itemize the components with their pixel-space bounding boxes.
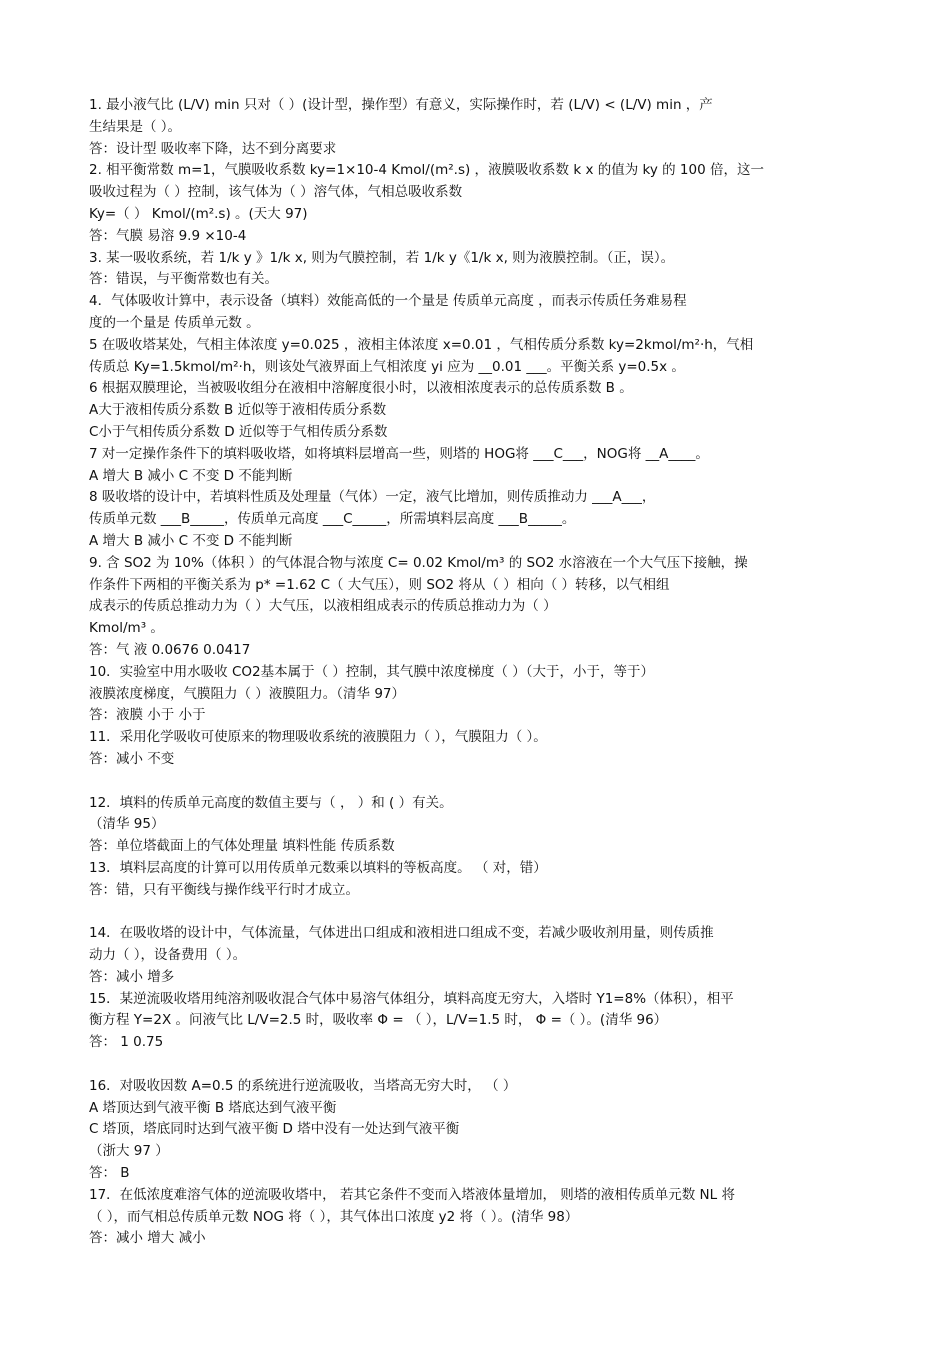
text-line: （ ），而气相总传质单元数 NOG 将（ ），其气体出口浓度 y2 将（ ）。(清华 98）: [89, 1208, 579, 1225]
text-line: A 塔顶达到气液平衡 B 塔底达到气液平衡: [89, 1099, 337, 1116]
text-line: 答：气膜 易溶 9.9 ×10-4: [89, 227, 247, 244]
text-line: 6 根据双膜理论，当被吸收组分在液相中溶解度很小时，以液相浓度表示的总传质系数 B 。: [89, 380, 633, 397]
text-line: 1. 最小液气比 (L/V) min 只对（ ）(设计型，操作型）有意义，实际操作时，若 (L/V) < (L/V) min ，产: [89, 97, 713, 113]
text-line: 8 吸收塔的设计中，若填料性质及处理量（气体）一定，液气比增加，则传质推动力 ___A___，: [89, 489, 656, 506]
text-line: A 增大 B 减小 C 不变 D 不能判断: [89, 467, 293, 484]
text-line: C 塔顶，塔底同时达到气液平衡 D 塔中没有一处达到气液平衡: [89, 1121, 460, 1138]
text-line: （清华 95）: [89, 816, 165, 833]
text-line: 5 在吸收塔某处，气相主体浓度 y=0.025 ，液相主体浓度 x=0.01 ，气相传质分系数 ky=2kmol/m²·h，气相: [89, 336, 754, 353]
text-line: A 增大 B 减小 C 不变 D 不能判断: [89, 532, 293, 549]
text-line: 答： 1 0.75: [89, 1034, 164, 1051]
text-line: A大于液相传质分系数 B 近似等于液相传质分系数: [89, 402, 387, 419]
text-line: 14．在吸收塔的设计中，气体流量，气体进出口组成和液相进口组成不变，若减少吸收剂用量，则传质推: [89, 925, 714, 942]
text-line: 15．某逆流吸收塔用纯溶剂吸收混合气体中易溶气体组分，填料高度无穷大，入塔时 Y1=8%（体积），相平: [89, 990, 734, 1007]
text-line: 动力（ ），设备费用（ ）。: [89, 947, 247, 964]
text-line: 答：错误，与平衡常数也有关。: [89, 271, 278, 288]
text-line: 11．采用化学吸收可使原来的物理吸收系统的液膜阻力（ ），气膜阻力（ ）。: [89, 729, 547, 746]
text-line: 答：气 液 0.0676 0.0417: [89, 641, 251, 658]
text-line: 答： B: [89, 1165, 130, 1182]
text-line: [89, 771, 864, 793]
text-line: 传质单元数 ___B_____，传质单元高度 ___C_____，所需填料层高度 ___B_____。: [89, 511, 576, 528]
text-line: 答：液膜 小于 小于: [89, 707, 206, 724]
text-line: 16．对吸收因数 A=0.5 的系统进行逆流吸收，当塔高无穷大时， （ ）: [89, 1077, 517, 1094]
text-line: 3. 某一吸收系统，若 1/k y 》1/k x, 则为气膜控制，若 1/k y《1/k x, 则为液膜控制。（正，误）。: [89, 249, 675, 266]
text-line: [89, 1054, 864, 1076]
text-line: 10．实验室中用水吸收 CO2基本属于（ ）控制，其气膜中浓度梯度（ ）（大于，小于，等于）: [89, 663, 654, 680]
question-list: [89, 95, 864, 1250]
text-line: 答：设计型 吸收率下降，达不到分离要求: [89, 140, 337, 157]
text-line: 成表示的传质总推动力为（ ）大气压，以液相组成表示的传质总推动力为（ ）: [89, 598, 557, 615]
text-line: 答：减小 增大 减小: [89, 1230, 206, 1247]
text-line: 4．气体吸收计算中，表示设备（填料）效能高低的一个量是 传质单元高度 ，而表示传质任务难易程: [89, 293, 687, 310]
text-line: Kmol/m³ 。: [89, 620, 164, 637]
text-line: 生结果是（ ）。: [89, 118, 182, 135]
text-line: 12．填料的传质单元高度的数值主要与（ ， ）和 ( ）有关。: [89, 794, 453, 811]
text-line: C小于气相传质分系数 D 近似等于气相传质分系数: [89, 423, 388, 440]
text-line: [89, 901, 864, 923]
text-line: Ky=（ ） Kmol/(m².s) 。(天大 97): [89, 205, 308, 222]
text-line: 衡方程 Y=2X 。问液气比 L/V=2.5 时，吸收率 Φ = （ ），L/V=1.5 时， Φ =（ ）。(清华 96）: [89, 1012, 668, 1029]
text-line: 13．填料层高度的计算可以用传质单元数乘以填料的等板高度。 （ 对，错）: [89, 859, 547, 876]
text-line: 度的一个量是 传质单元数 。: [89, 314, 260, 331]
text-line: 液膜浓度梯度，气膜阻力（ ）液膜阻力。（清华 97）: [89, 685, 406, 702]
text-line: 答：减小 增多: [89, 968, 175, 985]
text-line: 2. 相平衡常数 m=1，气膜吸收系数 ky=1×10-4 Kmol/(m².s) ，液膜吸收系数 k x 的值为 ky 的 100 倍，这一: [89, 162, 764, 179]
text-line: 答：减小 不变: [89, 750, 175, 767]
text-line: 9. 含 SO2 为 10%（体积 ）的气体混合物与浓度 C= 0.02 Kmol/m³ 的 SO2 水溶液在一个大气压下接触，操: [89, 554, 748, 571]
text-line: 17．在低浓度难溶气体的逆流吸收塔中， 若其它条件不变而入塔液体量增加， 则塔的液相传质单元数 NL 将: [89, 1186, 735, 1203]
text-line: 吸收过程为（ ）控制，该气体为（ ）溶气体，气相总吸收系数: [89, 184, 463, 201]
text-line: 答：单位塔截面上的气体处理量 填料性能 传质系数: [89, 838, 395, 855]
text-line: （浙大 97 ）: [89, 1143, 169, 1160]
text-line: 传质总 Ky=1.5kmol/m²·h，则该处气液界面上气相浓度 yi 应为 __0.01 ___。平衡关系 y=0.5x 。: [89, 358, 685, 375]
text-line: 作条件下两相的平衡关系为 p* =1.62 C（ 大气压），则 SO2 将从（ ）相向（ ）转移，以气相组: [89, 576, 670, 593]
text-line: 7 对一定操作条件下的填料吸收塔，如将填料层增高一些，则塔的 HOG将 ___C___，NOG将 __A____。: [89, 445, 709, 462]
text-line: 答：错，只有平衡线与操作线平行时才成立。: [89, 881, 359, 898]
